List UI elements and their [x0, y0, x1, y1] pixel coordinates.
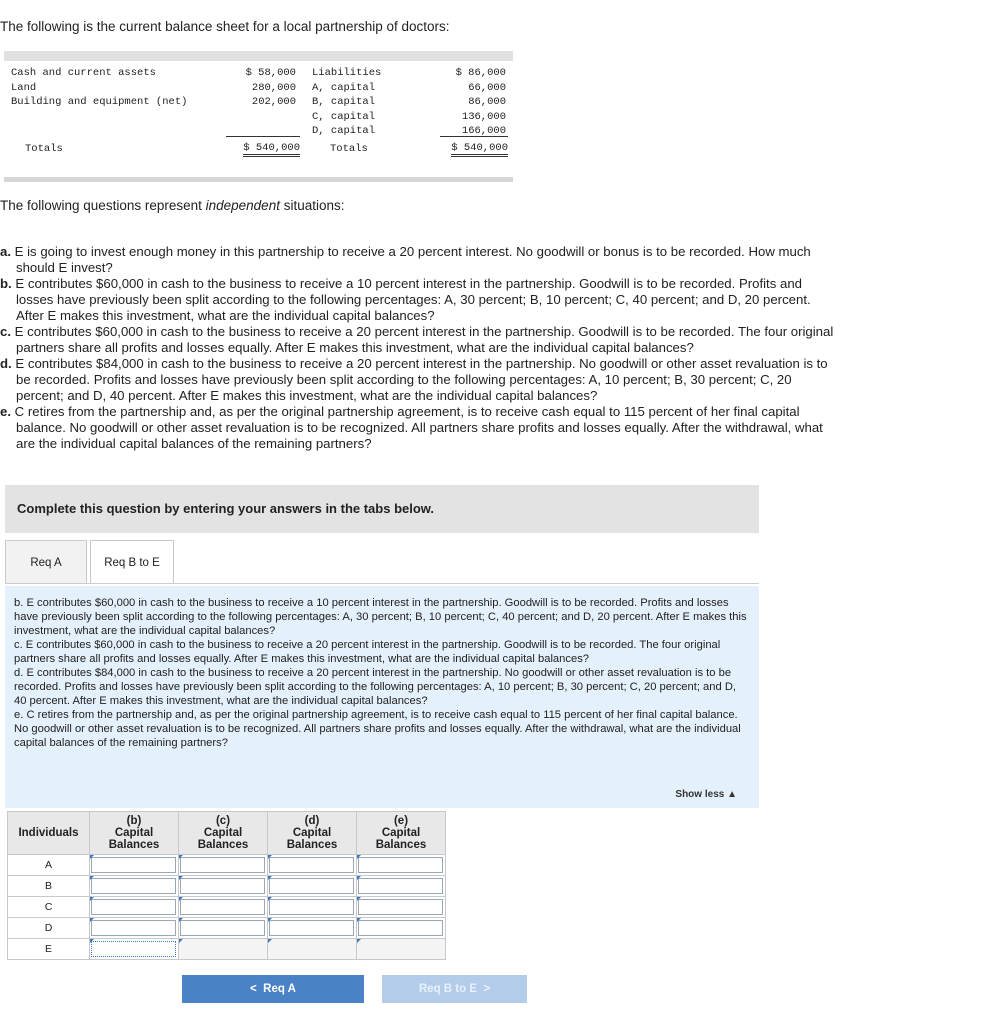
assets-total: $ 540,000	[226, 136, 300, 156]
liability-amount: 86,000	[468, 96, 506, 109]
table-row	[8, 939, 446, 960]
capital-input-e[interactable]	[358, 899, 443, 915]
capital-input-e[interactable]	[358, 857, 443, 873]
asset-label: Land	[11, 81, 37, 94]
asset-label: Building and equipment (net)	[11, 96, 188, 109]
question-item: c. E contributes $60,000 in cash to the business to receive a 20 percent interest in the partnership. Goodwill is to be recorded. The four original partners share all profits and losses equally. After E makes this investment, what are the individual capital balances?	[0, 324, 834, 355]
liability-amount: 136,000	[461, 110, 506, 123]
capital-input-c[interactable]	[180, 899, 265, 915]
disabled-cell	[179, 939, 268, 960]
liabilities-total-label: Totals	[330, 143, 368, 155]
question-item: d. E contributes $84,000 in cash to the business to receive a 20 percent interest in the partnership. No goodwill or other asset revaluation is to be recorded. Profits and losses have previously been split according to the following percentages: A, 10 percent; B, 30 percent; C, 20 percent; and D, 40 percent. After E makes this investment, what are the individual capital balances?	[0, 356, 828, 403]
header-col-e: (e) Capital Balances	[357, 812, 446, 855]
show-less-link[interactable]: Show less ▲	[675, 789, 737, 800]
capital-input-d[interactable]	[269, 878, 354, 894]
liabilities-total: $ 540,000	[440, 136, 508, 156]
question-item: b. E contributes $60,000 in cash to the business to receive a 10 percent interest in the partnership. Goodwill is to be recorded. Profits and losses have previously been split according to the following percentages: A, 30 percent; B, 10 percent; C, 40 percent; and D, 20 percent. After E makes this investment, what are the individual capital balances?	[0, 276, 811, 323]
assets-labels	[11, 66, 187, 110]
liability-label: B, capital	[312, 96, 376, 109]
disabled-cell	[268, 939, 357, 960]
capital-input-b[interactable]	[91, 899, 176, 915]
question-item: e. C retires from the partnership and, as per the original partnership agreement, is to receive cash equal to 115 percent of her final capital balance. No goodwill or other asset revaluation is to be recognized. All partners share profits and losses equally. After the withdrawal, what are the individual capital balances of the remaining partners?	[0, 404, 823, 451]
liabilities-amounts	[434, 66, 506, 139]
capital-input-b[interactable]	[91, 878, 176, 894]
tab-req-a[interactable]: Req A	[5, 540, 87, 584]
capital-input-e[interactable]	[358, 920, 443, 936]
next-req-b-to-e-button[interactable]: Req B to E >	[382, 975, 527, 1003]
asset-amount: 202,000	[251, 96, 296, 109]
table-header-row	[8, 812, 446, 855]
liability-label: C, capital	[312, 110, 376, 123]
chevron-left-icon: <	[250, 983, 257, 995]
row-label: B	[8, 876, 90, 897]
panel-question-c: c. E contributes $60,000 in cash to the business to receive a 20 percent interest in the partnership. Goodwill is to be recorded. The four original partners share all profits and losses equally. After E makes this investment, what are the individual capital balances?	[14, 639, 721, 665]
question-panel	[5, 586, 759, 808]
assets-total-label: Totals	[25, 143, 63, 155]
tab-divider	[5, 583, 759, 584]
row-label: E	[8, 939, 90, 960]
capital-input-d[interactable]	[269, 857, 354, 873]
question-item: a. E is going to invest enough money in this partnership to receive a 20 percent interest. No goodwill or bonus is to be recorded. How much should E invest?	[0, 244, 811, 275]
header-col-c: (c) Capital Balances	[179, 812, 268, 855]
liability-label: D, capital	[312, 125, 376, 138]
asset-amount: 280,000	[251, 81, 296, 94]
capital-input-e[interactable]	[358, 878, 443, 894]
row-label: A	[8, 855, 90, 876]
assets-amounts	[226, 66, 296, 110]
liability-amount: 66,000	[468, 81, 506, 94]
panel-question-e: e. C retires from the partnership and, as per the original partnership agreement, is to receive cash equal to 115 percent of her final capital balance. No goodwill or other asset revaluation is to be recognized. All partners share profits and losses equally. After the withdrawal, what are the individual capital balances of the remaining partners?	[14, 709, 741, 749]
capital-input-d[interactable]	[269, 899, 354, 915]
capital-input-b[interactable]	[91, 920, 176, 936]
table-row	[8, 876, 446, 897]
table-row	[8, 897, 446, 918]
liability-amount: 166,000	[461, 125, 506, 138]
table-row	[8, 918, 446, 939]
chevron-right-icon: >	[483, 983, 491, 995]
capital-balances-table	[7, 811, 446, 960]
asset-amount: $ 58,000	[245, 67, 296, 79]
prev-req-a-button[interactable]: < Req A	[182, 975, 364, 1003]
liability-label: Liabilities	[312, 67, 382, 79]
capital-input-d[interactable]	[269, 920, 354, 936]
header-col-d: (d) Capital Balances	[268, 812, 357, 855]
question-list	[0, 244, 840, 452]
liability-amount: $ 86,000	[455, 67, 506, 79]
table-row	[8, 855, 446, 876]
intro-text: The following is the current balance sheet for a local partnership of doctors:	[0, 19, 450, 34]
row-label: C	[8, 897, 90, 918]
disabled-cell	[357, 939, 446, 960]
instructions-banner: Complete this question by entering your answers in the tabs below.	[5, 485, 759, 533]
tab-req-b-to-e[interactable]: Req B to E	[90, 540, 174, 584]
capital-input-c[interactable]	[180, 857, 265, 873]
capital-input-c[interactable]	[180, 878, 265, 894]
row-label: D	[8, 918, 90, 939]
liabilities-labels	[312, 66, 381, 139]
balance-sheet	[4, 51, 513, 182]
liability-label: A, capital	[312, 81, 376, 94]
asset-label: Cash and current assets	[11, 67, 156, 79]
capital-input-b[interactable]	[91, 857, 176, 873]
panel-question-b: b. E contributes $60,000 in cash to the business to receive a 10 percent interest in the partnership. Goodwill is to be recorded. Profits and losses have previously been split according to the following percentages: A, 30 percent; B, 10 percent; C, 40 percent; and D, 20 percent. After E makes this investment, what are the individual capital balances?	[14, 597, 747, 637]
panel-question-d: d. E contributes $84,000 in cash to the business to receive a 20 percent interest in the partnership. No goodwill or other asset revaluation is to be recorded. Profits and losses have previously been split according to the following percentages: A, 10 percent; B, 30 percent; C, 20 percent; and D, 40 percent. After E makes this investment, what are the individual capital balances?	[14, 667, 737, 707]
capital-input-b[interactable]	[91, 941, 176, 957]
header-individuals: Individuals	[8, 812, 90, 855]
header-col-b: (b) Capital Balances	[90, 812, 179, 855]
triangle-up-icon: ▲	[727, 789, 737, 800]
independent-note: The following questions represent independent situations:	[0, 198, 345, 213]
capital-input-c[interactable]	[180, 920, 265, 936]
